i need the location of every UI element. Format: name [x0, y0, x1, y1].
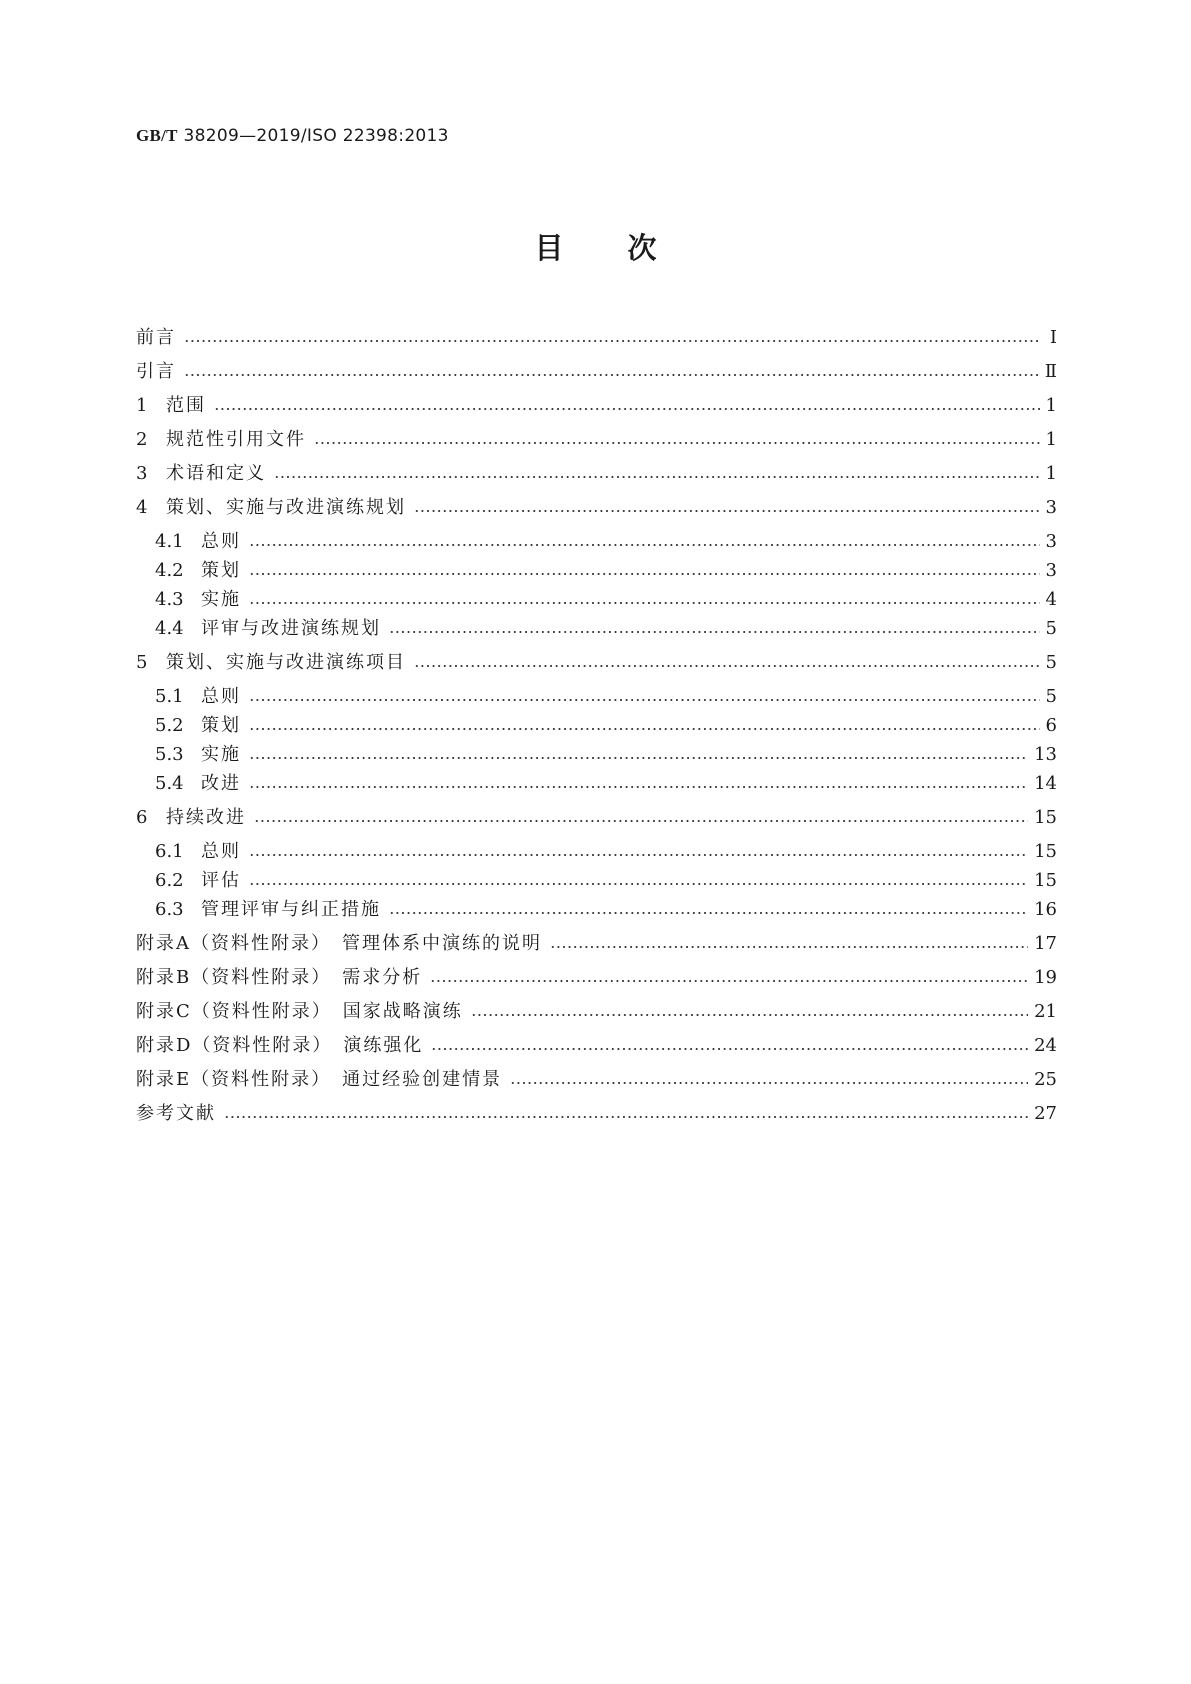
toc-entry-label: 评审与改进演练规划: [201, 618, 381, 639]
toc-entry-page: 13: [1034, 744, 1057, 765]
dot-leader: [430, 980, 1028, 982]
toc-entry-label: 附录B（资料性附录） 需求分析: [136, 967, 423, 988]
standard-code: GB/T: [136, 126, 178, 145]
dot-leader: [254, 820, 1028, 822]
toc-entry[interactable]: [136, 428, 1057, 452]
dot-leader: [274, 476, 1040, 478]
dot-leader: [249, 699, 1040, 701]
toc-entry-page: 3: [1045, 531, 1057, 552]
dot-leader: [389, 631, 1040, 633]
toc-entry-page: 5: [1045, 652, 1057, 673]
page-title: 目次: [534, 231, 721, 265]
dot-leader: [249, 854, 1028, 856]
toc-entry[interactable]: [136, 1068, 1057, 1092]
toc-entry-number: 6: [136, 807, 148, 828]
dot-leader: [471, 1014, 1028, 1016]
toc-entry-label: 前言: [136, 327, 176, 348]
dot-leader: [224, 1116, 1028, 1118]
toc-entry-page: 6: [1045, 715, 1057, 736]
dot-leader: [184, 340, 1041, 342]
toc-entry-label: 实施: [201, 744, 241, 765]
toc-entry[interactable]: [136, 394, 1057, 418]
toc-entry-label: 术语和定义: [166, 463, 266, 484]
toc-entry-page: 5: [1045, 618, 1057, 639]
toc-entry-page: 25: [1034, 1069, 1057, 1090]
toc-entry[interactable]: [136, 360, 1057, 384]
toc-entry-page: 15: [1034, 841, 1057, 862]
toc-entry-number: 6.2: [155, 870, 184, 891]
toc-entry-label: 策划: [201, 715, 241, 736]
dot-leader: [214, 408, 1040, 410]
toc-entry[interactable]: [136, 462, 1057, 486]
toc-entry[interactable]: [155, 530, 1057, 554]
toc-entry-number: 5: [136, 652, 148, 673]
dot-leader: [314, 442, 1040, 444]
toc-entry-page: Ⅱ: [1044, 361, 1057, 382]
toc-entry-label: 策划、实施与改进演练规划: [166, 497, 406, 518]
dot-leader: [414, 510, 1040, 512]
toc-entry-label: 规范性引用文件: [166, 429, 306, 450]
toc-entry[interactable]: [155, 869, 1057, 893]
toc-entry-number: 6.1: [155, 841, 184, 862]
toc-entry-label: 参考文献: [136, 1103, 216, 1124]
toc-entry-page: 1: [1045, 395, 1057, 416]
toc-entry-label: 范围: [166, 395, 206, 416]
toc-entry-number: 6.3: [155, 899, 184, 920]
toc-entry-label: 附录E（资料性附录） 通过经验创建情景: [136, 1069, 503, 1090]
toc-entry[interactable]: [136, 1034, 1057, 1058]
toc-entry[interactable]: [136, 326, 1057, 350]
toc-entry-page: 24: [1034, 1035, 1057, 1056]
toc-entry-number: 5.4: [155, 773, 184, 794]
toc-entry-number: 4.3: [155, 589, 184, 610]
toc-entry-number: 4.1: [155, 531, 184, 552]
dot-leader: [184, 374, 1039, 376]
toc-entry[interactable]: [136, 1102, 1057, 1126]
toc-entry-label: 总则: [201, 841, 241, 862]
dot-leader: [249, 786, 1028, 788]
toc-entry-number: 5.3: [155, 744, 184, 765]
toc-entry-page: 15: [1034, 807, 1057, 828]
toc-entry[interactable]: [155, 898, 1057, 922]
toc-entry-page: 1: [1045, 429, 1057, 450]
toc-entry-page: 17: [1034, 933, 1057, 954]
toc-entry[interactable]: [155, 617, 1057, 641]
toc-entry-label: 改进: [201, 773, 241, 794]
toc-entry-number: 2: [136, 429, 148, 450]
toc-entry[interactable]: [155, 743, 1057, 767]
toc-entry-page: 16: [1034, 899, 1057, 920]
toc-entry[interactable]: [136, 496, 1057, 520]
toc-entry-label: 持续改进: [166, 807, 246, 828]
toc-entry[interactable]: [136, 1000, 1057, 1024]
toc-entry-page: 19: [1034, 967, 1057, 988]
toc-entry[interactable]: [136, 966, 1057, 990]
toc-entry-number: 4: [136, 497, 148, 518]
toc-entry[interactable]: [155, 685, 1057, 709]
standard-number: 38209—2019/ISO 22398:2013: [183, 126, 449, 146]
toc-entry[interactable]: [136, 806, 1057, 830]
toc-entry-number: 1: [136, 395, 148, 416]
toc-entry-page: 21: [1034, 1001, 1057, 1022]
document-header: [136, 126, 449, 146]
dot-leader: [249, 883, 1028, 885]
toc-entry-label: 评估: [201, 870, 241, 891]
toc-entry[interactable]: [155, 772, 1057, 796]
dot-leader: [550, 946, 1028, 948]
toc-entry-page: 27: [1034, 1103, 1057, 1124]
toc-entry-number: 5.2: [155, 715, 184, 736]
toc-entry-label: 附录A（资料性附录） 管理体系中演练的说明: [136, 933, 542, 954]
dot-leader: [389, 912, 1028, 914]
toc-entry[interactable]: [136, 651, 1057, 675]
toc-entry-page: Ⅰ: [1049, 327, 1057, 348]
toc-entry-number: 4.4: [155, 618, 184, 639]
toc-entry-label: 附录C（资料性附录） 国家战略演练: [136, 1001, 463, 1022]
toc-entry-number: 4.2: [155, 560, 184, 581]
toc-entry-label: 策划: [201, 560, 241, 581]
toc-entry-label: 引言: [136, 361, 176, 382]
dot-leader: [249, 544, 1040, 546]
toc-entry-number: 5.1: [155, 686, 184, 707]
toc-entry-page: 3: [1045, 497, 1057, 518]
toc-entry[interactable]: [155, 588, 1057, 612]
toc-entry-label: 实施: [201, 589, 241, 610]
toc-entry[interactable]: [136, 932, 1057, 956]
toc-entry-label: 总则: [201, 531, 241, 552]
toc-entry-label: 管理评审与纠正措施: [201, 899, 381, 920]
toc-entry-page: 15: [1034, 870, 1057, 891]
toc-entry[interactable]: [155, 559, 1057, 583]
toc-entry-page: 14: [1034, 773, 1057, 794]
toc-entry-label: 策划、实施与改进演练项目: [166, 652, 406, 673]
dot-leader: [249, 573, 1040, 575]
toc-entry-number: 3: [136, 463, 148, 484]
toc-entry-label: 附录D（资料性附录） 演练强化: [136, 1035, 424, 1056]
dot-leader: [431, 1048, 1028, 1050]
dot-leader: [249, 757, 1028, 759]
dot-leader: [249, 728, 1040, 730]
dot-leader: [414, 665, 1040, 667]
toc-entry-page: 1: [1045, 463, 1057, 484]
toc-entry[interactable]: [155, 840, 1057, 864]
dot-leader: [249, 602, 1040, 604]
dot-leader: [510, 1082, 1028, 1084]
toc-entry-page: 5: [1045, 686, 1057, 707]
toc-entry[interactable]: [155, 714, 1057, 738]
toc-entry-page: 4: [1045, 589, 1057, 610]
toc-entry-page: 3: [1045, 560, 1057, 581]
toc-entry-label: 总则: [201, 686, 241, 707]
